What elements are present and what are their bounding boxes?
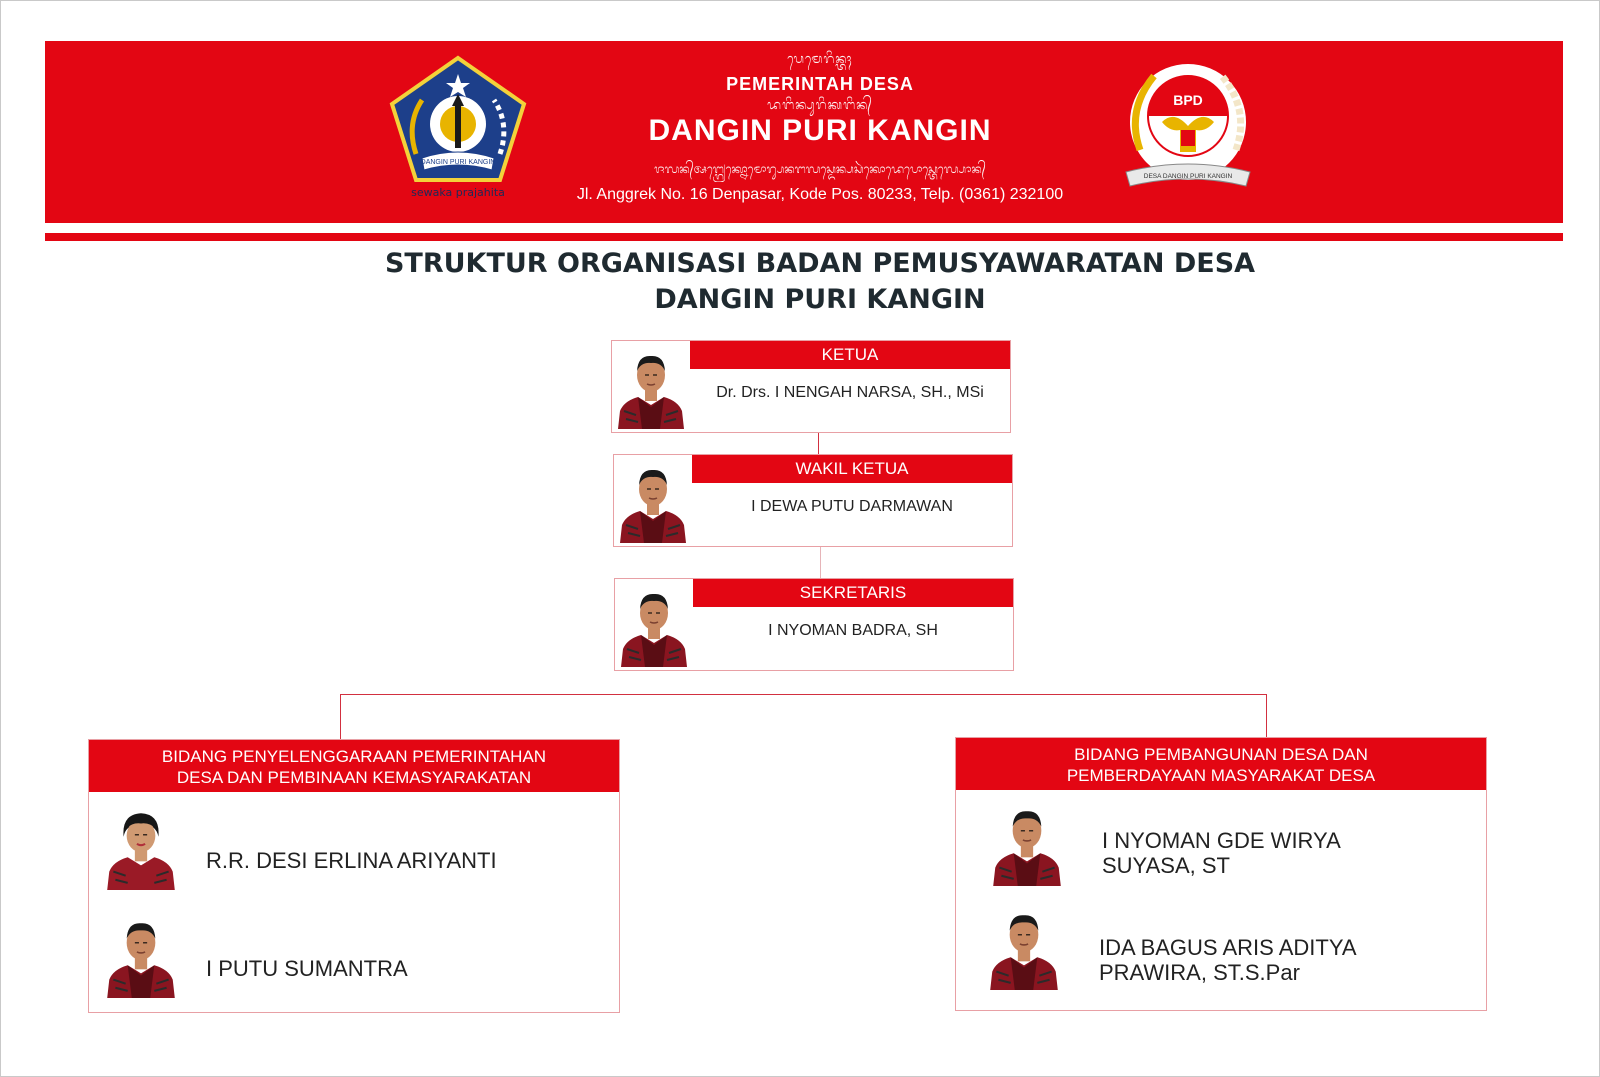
connector-left-drop (340, 694, 341, 739)
division-heading-pemerintahan (89, 740, 619, 792)
connector-right-drop (1266, 694, 1267, 737)
chart-title-line1: STRUKTUR ORGANISASI BADAN PEMUSYAWARATAN DESA (384, 248, 1256, 279)
division-heading-line1: BIDANG PEMBANGUNAN DESA DAN (1074, 745, 1368, 764)
connector-ketua-wakil (818, 432, 819, 455)
member-name-line2: SUYASA, ST (1102, 853, 1230, 878)
balinese-script-village: ᬤᬗᬶᬦ᭄ᬧᬸᬭᬶᬓᬗᬶᬦ᭄ (767, 98, 873, 113)
division-heading-line1: BIDANG PENYELENGGARAAN PEMERINTAHAN (161, 747, 547, 766)
balinese-script-address: ᬚᬮᬦ᭄ᬅᬗ᭄ᬕ᭄ᬭᬾᬓ᭄ᬦᭀᬫᭀᬭ᭄ᬲᬦᬗᬮᬲ᭄ᬤᬾᬦ᭄ᬧᬲᬃᬓᭀᬤᬾᬧᭀᬲ᭄ᬢᬾᬮ᭄ᬧᭀᬦ᭄ (654, 162, 986, 176)
role-label-wakil-ketua: WAKIL KETUA (692, 455, 1012, 483)
name-sekretaris: I NYOMAN BADRA, SH (768, 622, 938, 639)
chart-title-line2: DANGIN PURI KANGIN (654, 284, 986, 315)
bpd-ribbon-text: DESA DANGIN PURI KANGIN (1143, 173, 1233, 180)
photo-ketua (616, 345, 686, 429)
division-heading-line2: DESA DAN PEMBINAAN KEMASYARAKATAN (176, 768, 532, 787)
name-ketua: Dr. Drs. I NENGAH NARSA, SH., MSi (716, 384, 984, 401)
photo-member (105, 912, 177, 998)
division-heading-line2: PEMBERDAYAAN MASYARAKAT DESA (1066, 766, 1376, 785)
connector-wakil-sekretaris (820, 547, 821, 579)
member-name-line1: R.R. DESI ERLINA ARIYANTI (206, 848, 497, 873)
balinese-script-top: ᬧᬾᬫᬾᬭᬶᬦ᭄ᬢᬄ (787, 52, 853, 67)
division-heading-pembangunan (956, 738, 1486, 790)
member-name-line1: I PUTU SUMANTRA (206, 956, 408, 981)
bpd-logo (1118, 60, 1258, 200)
role-label-sekretaris: SEKRETARIS (693, 579, 1013, 607)
connector-horizontal (340, 694, 1267, 695)
photo-wakil-ketua (618, 459, 688, 543)
photo-member (988, 904, 1060, 990)
role-label-ketua: KETUA (690, 341, 1010, 369)
member-name-line1: IDA BAGUS ARIS ADITYA (1099, 935, 1357, 960)
emblem-motto: sewaka prajahita (411, 186, 505, 199)
officer-box-ketua (611, 340, 1011, 433)
member-name (1099, 935, 1357, 985)
government-label: PEMERINTAH DESA (726, 74, 914, 94)
village-emblem-logo (388, 54, 528, 204)
member-name (1102, 828, 1341, 878)
name-wakil-ketua: I DEWA PUTU DARMAWAN (751, 498, 953, 515)
officer-box-sekretaris (614, 578, 1014, 671)
officer-box-wakil-ketua (613, 454, 1013, 547)
member-name-line1: I NYOMAN GDE WIRYA (1102, 828, 1341, 853)
division-box-pemerintahan (88, 739, 620, 1013)
member-name (206, 848, 497, 873)
address-line: Jl. Anggrek No. 16 Denpasar, Kode Pos. 80233, Telp. (0361) 232100 (576, 186, 1064, 203)
photo-member (991, 800, 1063, 886)
division-box-pembangunan (955, 737, 1487, 1011)
photo-member (105, 804, 177, 890)
village-name: DANGIN PURI KANGIN (648, 114, 992, 147)
bpd-abbreviation: BPD (1173, 92, 1203, 108)
emblem-ribbon-text: DANGIN PURI KANGIN (420, 159, 496, 166)
photo-sekretaris (619, 583, 689, 667)
member-name (206, 956, 408, 981)
header-divider (45, 233, 1563, 241)
member-name-line2: PRAWIRA, ST.S.Par (1099, 960, 1300, 985)
